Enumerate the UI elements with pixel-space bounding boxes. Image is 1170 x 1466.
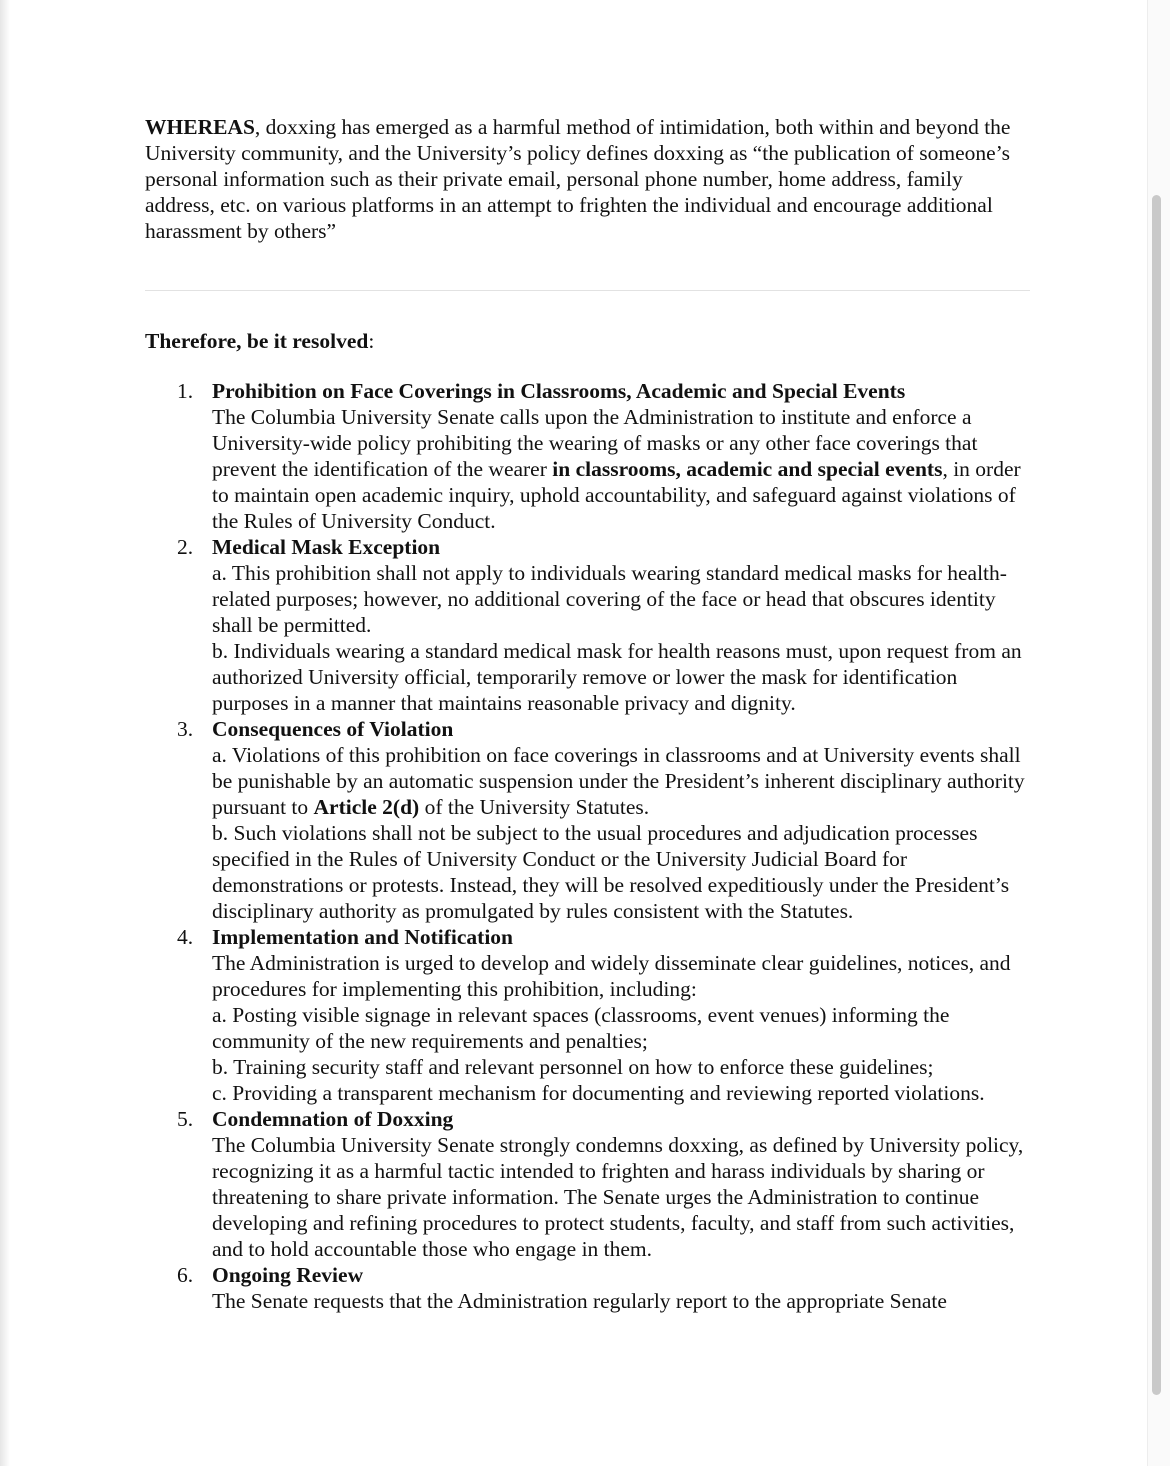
resolution-item-5: [145, 1106, 1035, 1262]
item-number: 2.: [177, 535, 194, 559]
item-subclause-a: a. This prohibition shall not apply to individuals wearing standard medical masks for health-related purposes; however, no additional covering of the face or head that obscures identity shall be permitted.: [212, 561, 1007, 637]
whereas-clause: [145, 114, 1035, 244]
item-paragraph: The Senate requests that the Administration regularly report to the appropriate Senate: [212, 1289, 947, 1313]
item-text: a. Violations of this prohibition on face coverings in classrooms and at University events shall be punishable by an automatic suspension under the President’s inherent disciplinary authority pursuant to: [212, 743, 1025, 819]
item-title: Medical Mask Exception: [212, 535, 441, 559]
item-title: Condemnation of Doxxing: [212, 1107, 454, 1131]
item-subclause-b: b. Such violations shall not be subject to the usual procedures and adjudication processes specified in the Rules of University Conduct or the University Judicial Board for demonstrations or protests. Instead, they will be resolved expeditiously under the President’s disciplinary authority as promulgated by rules consistent with the Statutes.: [212, 821, 1010, 923]
item-text: The Columbia University Senate calls upon the Administration to institute and enforce a University-wide policy prohibiting the wearing of masks or any other face coverings that prevent the identification of the wearer: [212, 405, 978, 481]
document-page: [145, 114, 1035, 1314]
item-subclause-b: b. Training security staff and relevant personnel on how to enforce these guidelines;: [212, 1055, 934, 1079]
page-left-shadow: [0, 0, 10, 1466]
item-subclause-a: [212, 742, 1035, 820]
resolved-heading: [145, 328, 1035, 354]
item-paragraph: The Columbia University Senate strongly condemns doxxing, as defined by University policy, recognizing it as a harmful tactic intended to frighten and harass individuals by sharing or threatening to share private information. The Senate urges the Administration to continue developing and refining procedures to protect students, faculty, and staff from such activities, and to hold accountable those who engage in them.: [212, 1133, 1024, 1261]
item-text-bold: in classrooms, academic and special events: [552, 457, 943, 481]
item-number: 3.: [177, 717, 194, 741]
resolution-list: [145, 378, 1035, 1314]
resolution-item-4: [145, 924, 1035, 1106]
item-text: , in order to maintain open academic inquiry, uphold accountability, and safeguard against violations of the Rules of University Conduct.: [212, 457, 1021, 533]
item-subclause-c: c. Providing a transparent mechanism for documenting and reviewing reported violations.: [212, 1081, 985, 1105]
resolved-colon: :: [368, 329, 375, 353]
item-subclause-b: b. Individuals wearing a standard medical mask for health reasons must, upon request from an authorized University official, temporarily remove or lower the mask for identification purposes in a manner that maintains reasonable privacy and dignity.: [212, 639, 1022, 715]
resolution-item-2: [145, 534, 1035, 716]
resolved-lead: Therefore, be it resolved: [145, 329, 369, 353]
item-text: of the University Statutes.: [419, 795, 650, 819]
whereas-lead: WHEREAS: [145, 115, 255, 139]
item-number: 5.: [177, 1107, 194, 1131]
resolution-item-3: [145, 716, 1035, 924]
resolution-item-1: [145, 378, 1035, 534]
item-title: Consequences of Violation: [212, 717, 454, 741]
item-title: Ongoing Review: [212, 1263, 364, 1287]
item-title: Implementation and Notification: [212, 925, 513, 949]
item-title: Prohibition on Face Coverings in Classrooms, Academic and Special Events: [212, 379, 906, 403]
section-divider: [145, 290, 1030, 291]
scrollbar-thumb[interactable]: [1152, 195, 1161, 1395]
item-text-bold: Article 2(d): [313, 795, 420, 819]
item-paragraph: [212, 404, 1035, 534]
item-intro: The Administration is urged to develop and widely disseminate clear guidelines, notices, and procedures for implementing this prohibition, including:: [212, 951, 1011, 1001]
resolution-item-6: [145, 1262, 1035, 1314]
item-number: 1.: [177, 379, 194, 403]
item-subclause-a: a. Posting visible signage in relevant spaces (classrooms, event venues) informing the community of the new requirements and penalties;: [212, 1003, 950, 1053]
whereas-text: , doxxing has emerged as a harmful method of intimidation, both within and beyond the University community, and the University’s policy defines doxxing as “the publication of someone’s personal information such as their private email, personal phone number, home address, family address, etc. on various platforms in an attempt to frighten the individual and encourage additional harassment by others”: [145, 115, 1011, 243]
item-number: 4.: [177, 925, 194, 949]
scrollbar-track[interactable]: [1147, 0, 1170, 1466]
item-number: 6.: [177, 1263, 194, 1287]
